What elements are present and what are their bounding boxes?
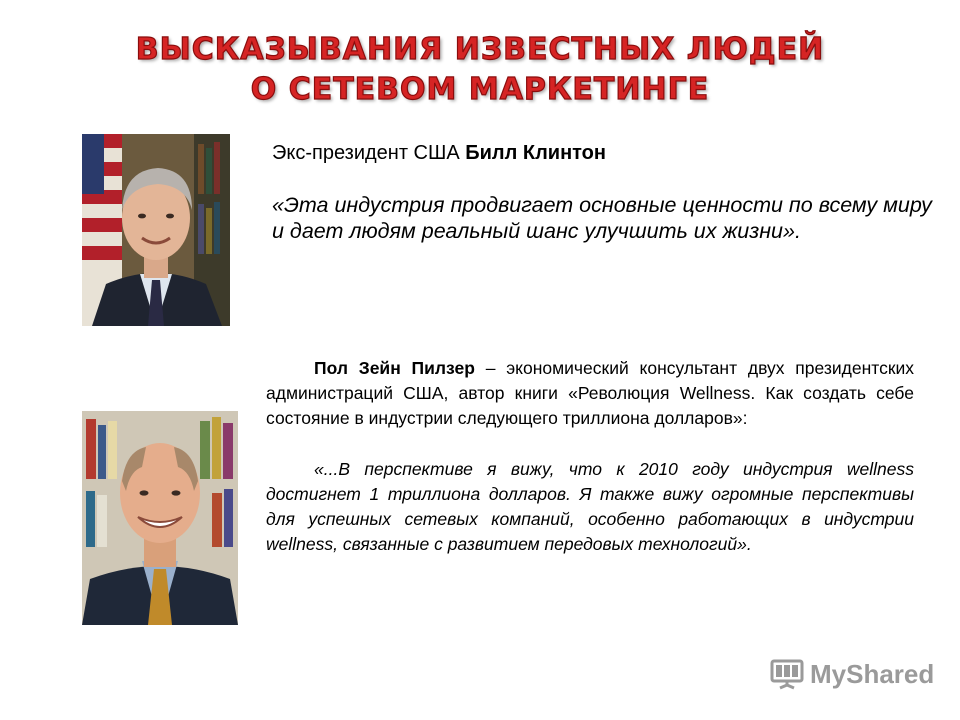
paragraph-spacer [266,432,914,457]
slide-title-line1: ВЫСКАЗЫВАНИЯ ИЗВЕСТНЫХ ЛЮДЕЙ [135,32,825,67]
quote-block-clinton [272,140,932,244]
quote-text-clinton: «Эта индустрия продвигает основные ценности по всему миру и дает людям реальный шанс улучшить их жизни». [272,193,932,243]
portrait-clinton [82,134,230,326]
portrait-clinton-image [82,134,230,326]
quote-text-pilzer: «...В перспективе я вижу, что к 2010 году индустрия wellness достигнет 1 триллиона долларов. Я также вижу огромные перспективы для успешных сетевых компаний, особенно работающих в индустрии wellness, связанные с развитием передовых технологий». [266,458,914,555]
speaker-line-clinton [272,140,932,166]
watermark-text: MyShared [810,658,935,689]
speaker-description-pilzer [266,356,914,432]
speaker-bio-pilzer: – экономический консультант двух президентских администраций США, автор книги «Революция Wellness. Как создать себе состояние в индустрии следующего триллиона долларов»: [266,358,915,429]
speaker-role: Экс-президент США [272,142,466,164]
portrait-pilzer-image [82,411,238,625]
speaker-name-pilzer: Пол Зейн Пилзер [314,358,475,378]
watermark-logo [770,656,934,692]
slide-title-line2: О СЕТЕВОМ МАРКЕТИНГЕ [250,72,710,107]
slide-title [0,30,960,110]
speaker-name-clinton: Билл Клинтон [465,142,606,164]
projector-screen-icon [770,658,804,690]
portrait-pilzer [82,411,238,625]
quote-block-pilzer [266,356,914,557]
